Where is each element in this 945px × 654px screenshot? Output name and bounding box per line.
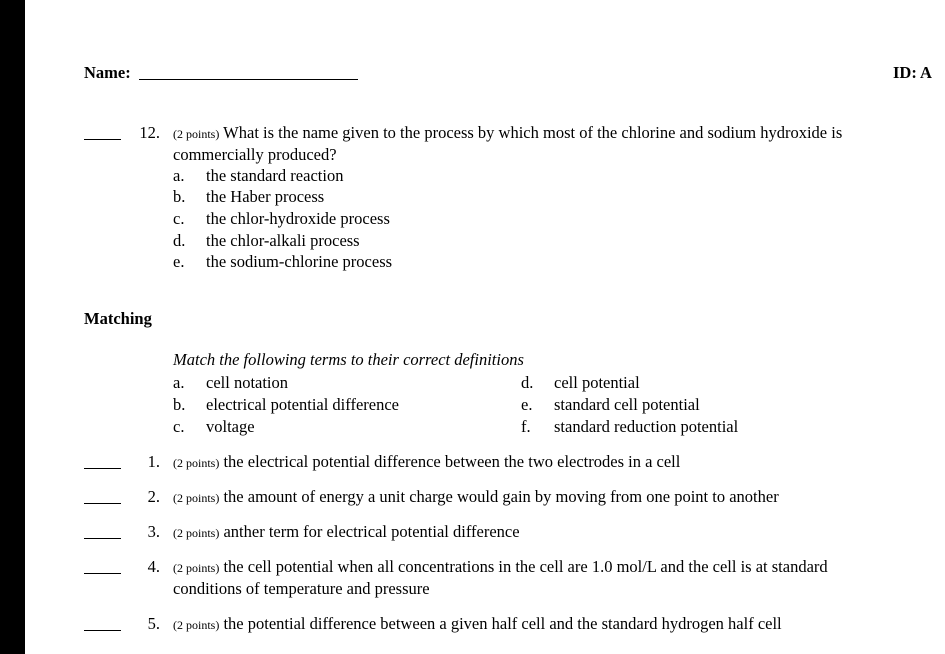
answer-blank-m4[interactable] (84, 573, 121, 574)
question-text-line (173, 486, 779, 507)
question-text-line (173, 451, 680, 472)
option-text: the chlor-hydroxide process (206, 209, 390, 228)
question-number: 3. (147, 522, 160, 541)
term-text: voltage (206, 417, 255, 436)
points-label: (2 points) (173, 456, 220, 470)
name-answer-line[interactable] (139, 79, 358, 80)
points-label: (2 points) (173, 127, 220, 141)
question-text: anther term for electrical potential difference (223, 522, 520, 541)
page-edge-bar (0, 0, 25, 654)
term-text: cell potential (554, 373, 640, 392)
option-text: the sodium-chlorine process (206, 252, 393, 271)
points-label: (2 points) (173, 491, 220, 505)
answer-blank-m3[interactable] (84, 538, 121, 539)
term-text: cell notation (206, 373, 289, 392)
name-label: Name: (84, 63, 131, 82)
term-letter: d. (521, 373, 534, 392)
answer-blank-q12[interactable] (84, 139, 121, 140)
question-number: 4. (147, 557, 160, 576)
points-label: (2 points) (173, 561, 220, 575)
option-text: the chlor-alkali process (206, 231, 360, 250)
points-label: (2 points) (173, 526, 220, 540)
term-text: electrical potential difference (206, 395, 399, 414)
question-text: What is the name given to the process by which most of the chlorine and sodium hydroxide is (223, 123, 843, 142)
option-letter: a. (173, 166, 185, 185)
question-number: 12. (139, 123, 160, 142)
answer-blank-m2[interactable] (84, 503, 121, 504)
term-letter: c. (173, 417, 185, 436)
question-text-continuation: conditions of temperature and pressure (173, 579, 430, 598)
term-letter: e. (521, 395, 533, 414)
option-letter: e. (173, 252, 185, 271)
instructions: Match the following terms to their correct definitions (173, 350, 524, 369)
answer-blank-m1[interactable] (84, 468, 121, 469)
question-text-line (173, 556, 828, 577)
id-label: ID: A (893, 63, 932, 82)
question-text-line (173, 613, 782, 634)
option-letter: d. (173, 231, 186, 250)
question-text-line (173, 521, 520, 542)
points-label: (2 points) (173, 618, 220, 632)
term-text: standard reduction potential (554, 417, 739, 436)
question-number: 1. (147, 452, 160, 471)
answer-blank-m5[interactable] (84, 630, 121, 631)
section-title: Matching (84, 309, 152, 328)
term-letter: f. (521, 417, 531, 436)
question-text: the potential difference between a given half cell and the standard hydrogen half cell (223, 614, 782, 633)
question-number: 5. (147, 614, 160, 633)
question-text-continuation: commercially produced? (173, 145, 337, 164)
option-text: the standard reaction (206, 166, 344, 185)
question-text: the cell potential when all concentrations in the cell are 1.0 mol/L and the cell is at standard (223, 557, 828, 576)
option-letter: c. (173, 209, 185, 228)
question-text: the electrical potential difference between the two electrodes in a cell (223, 452, 681, 471)
option-letter: b. (173, 187, 186, 206)
question-text-line (173, 122, 842, 143)
question-text: the amount of energy a unit charge would gain by moving from one point to another (223, 487, 779, 506)
question-number: 2. (147, 487, 160, 506)
term-letter: b. (173, 395, 186, 414)
term-letter: a. (173, 373, 185, 392)
option-text: the Haber process (206, 187, 325, 206)
term-text: standard cell potential (554, 395, 700, 414)
